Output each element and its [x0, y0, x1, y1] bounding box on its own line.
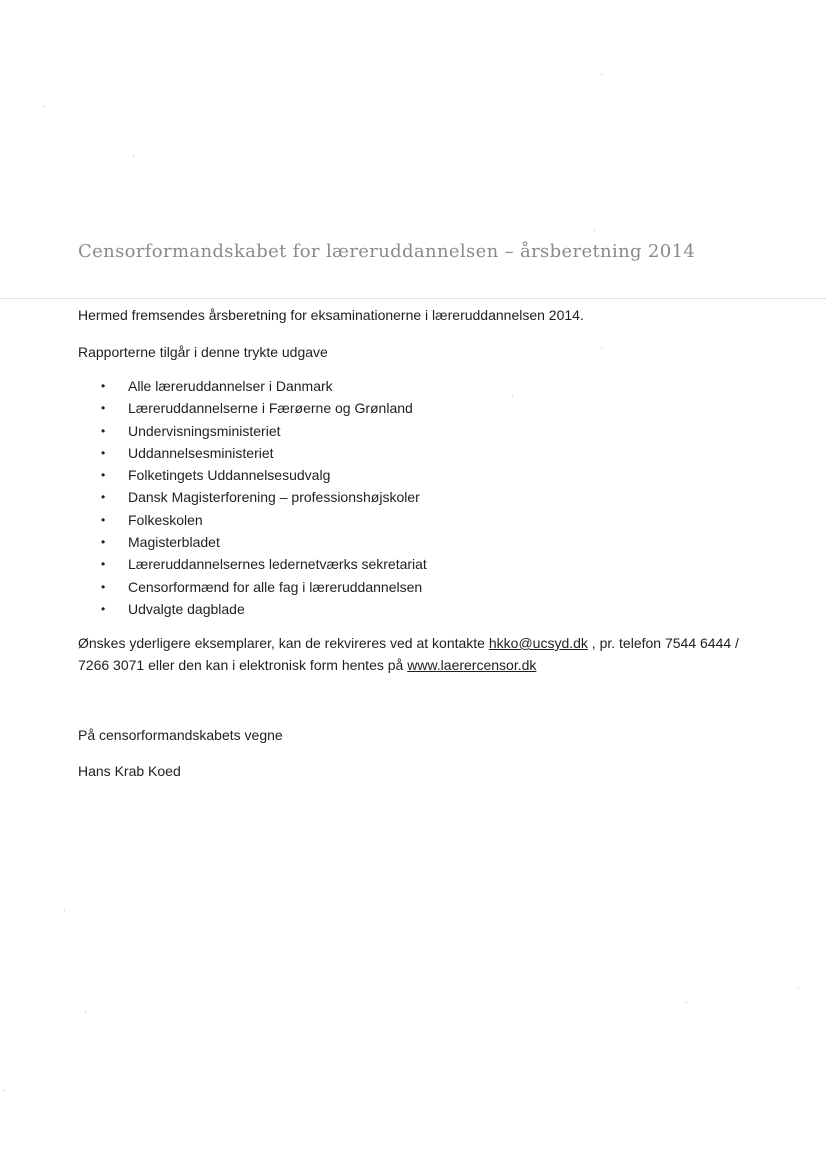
- scan-speck: [601, 74, 602, 75]
- bullet-icon: •: [101, 490, 106, 505]
- bullet-icon: •: [101, 535, 106, 550]
- bullet-icon: •: [101, 512, 106, 527]
- scan-speck: [512, 396, 513, 397]
- list-item-text: Censorformænd for alle fag i læreruddannelsen: [128, 578, 423, 595]
- contact-line2-prefix: 7266 3071 eller den kan i elektronisk form hentes på: [78, 657, 408, 673]
- list-item: [78, 442, 427, 464]
- contact-phone-text: , pr. telefon 7544 6444 /: [587, 635, 739, 651]
- bullet-icon: •: [101, 423, 106, 438]
- scan-speck: [594, 230, 595, 231]
- contact-line-2: [78, 654, 739, 676]
- list-item: [78, 464, 427, 486]
- list-item: [78, 509, 427, 531]
- scan-speck: [3, 1090, 4, 1091]
- list-item-text: Undervisningsministeriet: [128, 422, 281, 439]
- scan-speck: [64, 910, 65, 911]
- bullet-icon: •: [101, 445, 106, 460]
- list-item-text: Folketingets Uddannelsesudvalg: [128, 467, 331, 484]
- list-item-text: Læreruddannelsernes ledernetværks sekretariat: [128, 556, 427, 573]
- list-item: [78, 375, 427, 397]
- list-item: [78, 486, 427, 508]
- scan-speck: [601, 348, 602, 349]
- bullet-icon: •: [101, 579, 106, 594]
- scan-speck: [85, 1012, 86, 1013]
- bullet-icon: •: [101, 401, 106, 416]
- list-item-text: Alle læreruddannelser i Danmark: [128, 378, 333, 394]
- bullet-icon: •: [101, 468, 106, 483]
- signer-name: Hans Krab Koed: [78, 763, 181, 779]
- scan-speck: [44, 106, 45, 107]
- bullet-icon: •: [101, 557, 106, 572]
- header-divider: [0, 298, 825, 299]
- scan-speck: [133, 156, 134, 157]
- bullet-icon: •: [101, 379, 106, 393]
- list-item-text: Læreruddannelserne i Færøerne og Grønland: [128, 400, 413, 417]
- list-item: [78, 531, 427, 553]
- document-title: Censorformandskabet for læreruddannelsen – årsberetning 2014: [78, 241, 696, 262]
- scan-speck: [686, 1002, 687, 1003]
- contact-prefix: Ønskes yderligere eksemplarer, kan de rekvireres ved at kontakte: [78, 635, 489, 651]
- distribution-list: [78, 375, 427, 620]
- list-item-text: Udvalgte dagblade: [128, 600, 245, 617]
- list-item: [78, 397, 427, 419]
- list-item-text: Folkeskolen: [128, 511, 203, 528]
- contact-line-1: [78, 632, 739, 654]
- list-item-text: Magisterbladet: [128, 534, 220, 551]
- signoff-text: På censorformandskabets vegne: [78, 727, 283, 743]
- list-item-text: Dansk Magisterforening – professionshøjskoler: [128, 489, 420, 506]
- list-item: [78, 420, 427, 442]
- scan-speck: [798, 988, 799, 989]
- intro-paragraph: Hermed fremsendes årsberetning for eksaminationerne i læreruddannelsen 2014.: [78, 307, 584, 323]
- list-item-text: Uddannelsesministeriet: [128, 444, 274, 461]
- bullet-icon: •: [101, 601, 106, 616]
- contact-paragraph: [78, 632, 739, 676]
- list-item: [78, 576, 427, 598]
- availability-paragraph: Rapporterne tilgår i denne trykte udgave: [78, 344, 328, 360]
- list-item: [78, 598, 427, 620]
- list-item: [78, 553, 427, 575]
- email-link[interactable]: hkko@ucsyd.dk: [488, 635, 588, 651]
- website-link[interactable]: www.laerercensor.dk: [407, 657, 537, 673]
